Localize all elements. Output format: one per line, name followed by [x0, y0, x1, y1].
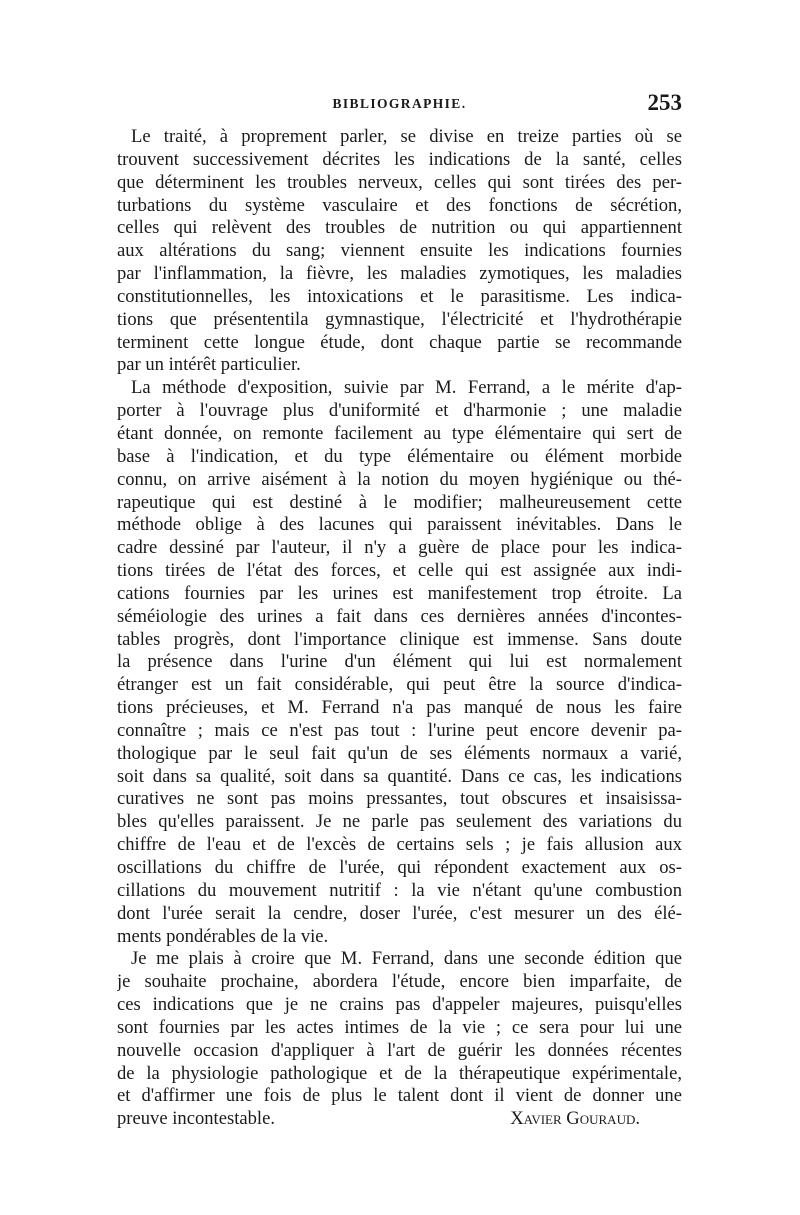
text-line: nouvelle occasion d'appliquer à l'art de guérir les données récentes [117, 1039, 682, 1061]
running-title: BIBLIOGRAPHIE. [332, 96, 467, 111]
text-line: tions tirées de l'état des forces, et celle qui est assignée aux indi- [117, 560, 682, 582]
text-line: aux altérations du sang; viennent ensuite les indications fournies [117, 240, 682, 262]
text-line: terminent cette longue étude, dont chaque partie se recommande [117, 331, 682, 353]
text-line: ments pondérables de la vie. [117, 925, 329, 947]
text-line: trouvent successivement décrites les indications de la santé, celles [117, 148, 682, 170]
text-line: cations fournies par les urines est manifestement trop étroite. La [117, 582, 682, 604]
text-line: méthode oblige à des lacunes qui paraissent inévitables. Dans le [117, 514, 682, 536]
text-line: tions que présententila gymnastique, l'électricité et l'hydrothérapie [117, 308, 682, 330]
text-line: cillations du mouvement nutritif : la vie n'étant qu'une combustion [117, 879, 682, 901]
text-line: curatives ne sont pas moins pressantes, tout obscures et insaisissa- [117, 788, 682, 810]
text-line: soit dans sa qualité, soit dans sa quantité. Dans ce cas, les indications [117, 765, 682, 787]
text-line: turbations du système vasculaire et des fonctions de sécrétion, [117, 194, 682, 216]
text-line: chiffre de l'eau et de l'excès de certains sels ; je fais allusion aux [117, 834, 682, 856]
text-line: et d'affirmer une fois de plus le talent dont il vient de donner une [117, 1085, 682, 1107]
text-line: Je me plais à croire que M. Ferrand, dans une seconde édition que [131, 948, 682, 970]
text-line: celles qui relèvent des troubles de nutrition ou qui appartiennent [117, 217, 682, 239]
text-line: sont fournies par les actes intimes de la vie ; ce sera pour lui une [117, 1016, 682, 1038]
text-line: rapeutique qui est destiné à le modifier; malheureusement cette [117, 491, 682, 513]
text-line: la présence dans l'urine d'un élément qui lui est normalement [117, 651, 682, 673]
author-signature: Xavier Gouraud. [510, 1108, 640, 1130]
text-line: de la physiologie pathologique et de la thérapeutique expérimentale, [117, 1062, 682, 1084]
text-line: oscillations du chiffre de l'urée, qui répondent exactement aux os- [117, 857, 682, 878]
running-head [117, 92, 682, 120]
body-text [117, 126, 682, 1131]
text-line: porter à l'ouvrage plus d'uniformité et d'harmonie ; une maladie [117, 400, 682, 422]
text-line: séméiologie des urines a fait dans ces dernières années d'incontes- [117, 605, 682, 627]
closing-text: preuve incontestable. [117, 1108, 275, 1130]
text-line: thologique par le seul fait qu'un de ses éléments normaux a varié, [117, 742, 682, 764]
text-line: dont l'urée serait la cendre, doser l'urée, c'est mesurer un des élé- [117, 902, 682, 924]
text-line: base à l'indication, et du type élémentaire ou élément morbide [117, 445, 682, 467]
text-line: tions précieuses, et M. Ferrand n'a pas manqué de nous les faire [117, 697, 682, 719]
text-line: Le traité, à proprement parler, se divise en treize parties où se [131, 126, 682, 147]
text-line: ces indications que je ne crains pas d'appeler majeures, puisqu'elles [117, 994, 682, 1016]
text-line: cadre dessiné par l'auteur, il n'y a guère de place pour les indica- [117, 537, 682, 559]
text-line: La méthode d'exposition, suivie par M. Ferrand, a le mérite d'ap- [131, 377, 682, 399]
page-number: 253 [647, 90, 682, 115]
text-line: que déterminent les troubles nerveux, celles qui sont tirées des per- [117, 171, 682, 193]
closing-line [117, 1108, 682, 1131]
text-line: par un intérêt particulier. [117, 354, 301, 376]
text-line: je souhaite prochaine, abordera l'étude, encore bien imparfaite, de [117, 971, 682, 993]
text-line: tables progrès, dont l'importance clinique est immense. Sans doute [117, 628, 682, 650]
text-line: étranger est un fait considérable, qui peut être la source d'indica- [117, 674, 682, 696]
text-line: bles qu'elles paraissent. Je ne parle pas seulement des variations du [117, 811, 682, 833]
text-line: connaître ; mais ce n'est pas tout : l'urine peut encore devenir pa- [117, 719, 682, 741]
text-line: constitutionnelles, les intoxications et le parasitisme. Les indica- [117, 285, 682, 307]
text-line: par l'inflammation, la fièvre, les maladies zymotiques, les maladies [117, 263, 682, 285]
text-line: étant donnée, on remonte facilement au type élémentaire qui sert de [117, 422, 682, 444]
text-line: connu, on arrive aisément à la notion du moyen hygiénique ou thé- [117, 468, 682, 490]
